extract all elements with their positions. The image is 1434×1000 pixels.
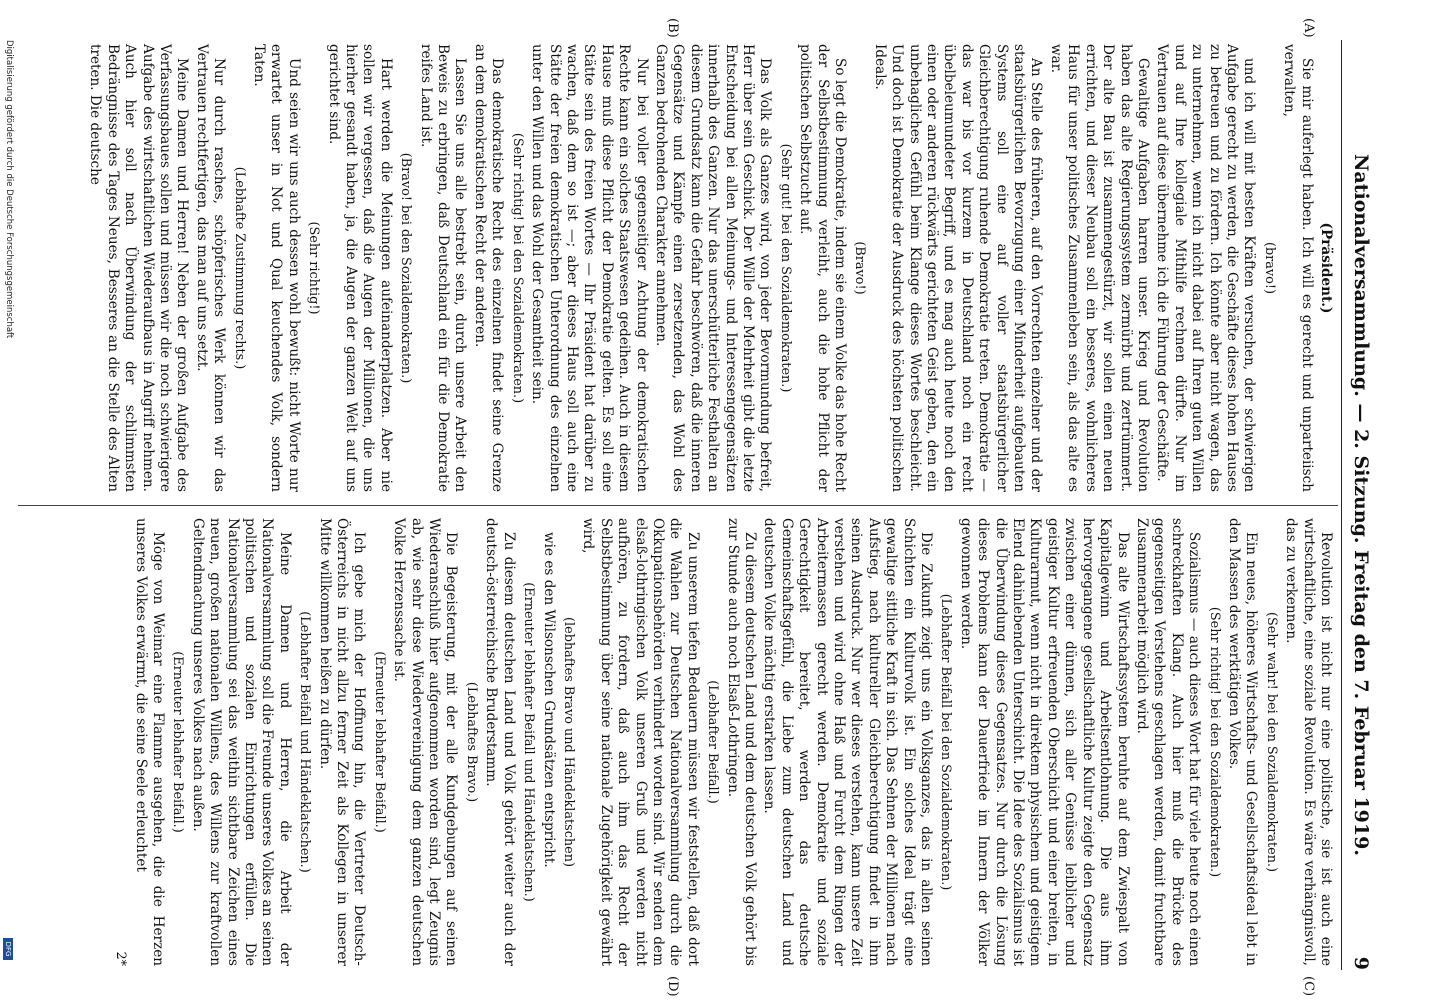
paragraph: An Stelle des früheren, auf den Vorrechten einzelner und der staatsbürgerlichen Bevorzugung einer Minderheit aufgebauten Systems soll eine auf voller staatsbürgerlicher Gleichberechtigung ruhende Demokratie treten. Demokratie — das war bis vor kurzem in Deutschland noch ein recht übelbeleumundeter Begriff, und es mag auch heute noch den einen oder anderen rückwärts gerichteten Geist geben, den ein unbehagliches Gefühl beim Klange dieses Wortes beschleicht. Und doch ist Demokratie der Ausdruck des höchsten politischen Ideals. — [871, 44, 1045, 492]
paragraph: Gewaltige Aufgaben harren unser. Krieg und Revolution haben das alte Regierungssystem zermürbt und zertrümmert. Der alte Bau ist zusammengestürzt, wir sollen einen neuen errichten, und dieser Neubau soll ein besseres, wohnlicheres Haus für unser politisches Zusammenleben sein, als das alte es war. — [1047, 44, 1151, 492]
speaker-label: (Präsident.) — [1318, 222, 1334, 314]
dfg-logo: DFG — [3, 938, 13, 960]
paragraph: Ein neues, höheres Wirtschafts- und Gesellschaftsideal lebt in den Massen des werktätigen Volkes. — [1225, 518, 1260, 966]
paragraph: Nur durch rasches, schöpferisches Werk können wir das Vertrauen rechtfertigen, das man auf uns setzt. — [193, 44, 228, 492]
interjection: (Erneuter lebhafter Beifall.) — [170, 651, 186, 833]
margin-marker-d: (D) — [665, 976, 680, 997]
interjection: (Bravo! bei den Sozialdemokraten.) — [398, 152, 414, 384]
paragraph: Ich gebe mich der Hoffnung hin, die Vertreter Deutsch-Österreichs in nicht allzu ferner Zeit als Kollegen in unserer Mitte willkommen heißen zu dürfen. — [316, 518, 368, 966]
interjection: (Sehr richtig! bei den Sozialdemokraten.) — [509, 132, 525, 404]
paragraph: Das alte Wirtschaftssystem beruhte auf dem Zwiespalt von Kapitalgewinn und Arbeitsentlohnung. Die aus ihm hervorgegangene gesellschaftliche Kultur zeigte den Gegensatz zwischen einer dünnen, sich aller Genüsse leiblicher und geistiger Kultur erfreuenden Oberschicht und einer breiten, in Kulturarmut, wenn nicht in direktem physischem und geistigem Elend dahinlebenden Unterschicht. Die Idee des Sozialismus ist die Überwindung dieses Gegensatzes. Nur durch die Lösung dieses Problems kann der Dauerfriede im Innern der Völker gewonnen werden. — [957, 518, 1131, 966]
paragraph: Das Volk als Ganzes wird, von jeder Bevormundung befreit, Herr über sein Geschick. Der Wille der Mehrheit gibt die letzte Entscheidung bei allen Meinungs- und Interessengegensätzen innerhalb des Ganzen. Nur das unerschütterliche Festhalten an diesem Grundsatz kann die Gefahr beschwören, daß die inneren Gegensätze und Kämpfe einen zersetzenden, das Wohl des Ganzen bedrohenden Charakter annehmen. — [652, 44, 774, 492]
interjection: (Sehr gut! bei den Sozialdemokraten.) — [777, 143, 793, 393]
paragraph: So legt die Demokratie, indem sie einem Volke das hohe Recht der Selbstbestimmung verleiht, auch die hohe Pflicht der politischen Selbstzucht auf. — [797, 44, 849, 492]
interjection: (Bravo!) — [852, 241, 868, 295]
paragraph: Zu unserem tiefen Bedauern müssen wir feststellen, daß dort die Wahlen zur Deutschen Nationalversammlung durch die Okkupationsbehörden verhindert worden sind. Wir senden dem elsaß-lothringischen Volk unseren Gruß und werden nicht aufhören, zu fordern, daß auch ihm das Recht der Selbstbestimmung über seine nationale Zugehörigkeit gewährt wird, — [580, 518, 701, 966]
interjection: (Sehr richtig! bei den Sozialdemokraten.) — [1206, 606, 1222, 878]
paragraph: Sie mir auferlegt haben. Ich will es gerecht und unparteiisch verwalten, — [1281, 44, 1315, 492]
page-number: 9 — [1350, 956, 1372, 970]
paragraph: 2* — [113, 951, 129, 966]
paragraph: Das demokratische Recht des einzelnen findet seine Grenze an dem demokratischen Recht der anderen. — [471, 44, 506, 492]
margin-marker-b: (B) — [665, 18, 680, 38]
margin-marker-a: (A) — [1301, 18, 1316, 38]
paragraph: Zu diesem deutschen Land und dem deutschen Volk gehört bis zur Stunde auch noch Elsaß-Lothringen. — [724, 518, 758, 966]
paragraph: Die Zukunft zeigt uns ein Volksganzes, das in allen seinen Schichten ein Kulturvolk ist. Ein solches Ideal trägt eine gewaltige sittliche Kraft in sich. Das Sehnen der Millionen nach Aufstieg, nach kultureller Gleichberechtigung findet in ihm seinen Ausdruck. Nur wer dieses verstehen, kann unsere Zeit verstehen und wird ohne Haß und Furcht dem Ringen der Arbeitermassen gerecht werden. Demokratie und soziale Gerechtigkeit bereitet, werden das deutsche Gemeinschaftsgefühl, die Liebe zum deutschen Land und deutschen Volke mächtig erstarken lassen. — [761, 518, 935, 966]
interjection: (Lebhaftes Bravo.) — [463, 681, 479, 803]
paragraph: Und seien wir uns auch dessen wohl bewußt: nicht Worte nur erwartet unser in Not und Qual keuchendes Volk, sondern Taten. — [251, 44, 302, 492]
digitization-credit: Digitalisierung gefördert durch die Deutsche Forschungsgemeinschaft — [4, 40, 14, 339]
header-rule — [1341, 40, 1342, 970]
interjection: (bravo!) — [1261, 242, 1277, 294]
interjection: (Sehr richtig!) — [306, 221, 322, 315]
running-title: Nationalversammlung. — 2. Sitzung. Freitag den 7. Februar 1919. — [1350, 154, 1372, 856]
paragraph: Hart werden die Meinungen aufeinanderplatzen. Aber nie sollen wir vergessen, daß die Augen der Millionen, die uns hierher gesandt haben, ja, die Augen der ganzen Welt auf uns gerichtet sind. — [325, 44, 394, 492]
interjection: (Lebhafter Beifall und Händeklatschen.) — [297, 611, 313, 873]
paragraph: Zu diesem deutschen Land und Volk gehört weiter auch der deutsch-österreichische Bruderstamm. — [483, 518, 517, 966]
interjection: (Lebhafter Beifall bei den Sozialdemokraten.) — [938, 593, 954, 891]
interjection: (Erneuter lebhafter Beifall.) — [371, 651, 387, 833]
paragraph: Möge von Weimar eine Flamme ausgehen, die die Herzen unseres Volkes erwärmt, die seine Seele erleuchtet — [132, 518, 166, 966]
paragraph: Meine Damen und Herren, die Arbeit der Nationalversammlung soll die Freunde unseres Volkes an seinen politischen und sozialen Einrichtungen erfüllen. Die Nationalversammlung sei das weithin sichtbare Zeichen eines neuen, großen nationalen Willens, des Willens zur kraftvollen Geltendmachung unseres Volkes nach außen. — [189, 518, 293, 966]
interjection: (Sehr wahr! bei den Sozialdemokraten.) — [1263, 611, 1279, 873]
interjection: (lebhaftes Bravo und Händeklatschen) — [560, 617, 576, 867]
paragraph: Die Begeisterung, mit der alle Kundgebungen auf seinen Wiederanschluß hier aufgenommen worden sind, legt Zeugnis ab, wie sehr diese Wiedervereinigung dem ganzen deutschen Volke Herzenssache ist. — [391, 518, 460, 966]
margin-marker-c: (C) — [1301, 976, 1316, 997]
paragraph: Revolution ist nicht nur eine politische, sie ist auch eine wirtschaftliche, eine soziale Revolution. Es wäre verhängnisvoll, das zu verkennen. — [1283, 518, 1334, 966]
interjection: (Lebhafter Beifall.) — [705, 680, 721, 804]
running-header — [1344, 40, 1372, 970]
paragraph: Meine Damen und Herren! Neben der großen Aufgabe des Verfassungsbaues sollen und müssen wir die noch schwierigere Aufgabe des wirtschaftlichen Wiederaufbaus in Angriff nehmen. Auch hier soll nach Überwindung der schlimmsten Bedrängnisse des Tages Neues, Besseres an die Stelle des Alten treten. Die deutsche — [87, 44, 191, 492]
interjection: (Erneuter lebhafter Beifall und Händeklatschen.) — [521, 582, 537, 902]
paragraph: wie es den Wilsonschen Grundsätzen entspricht. — [540, 532, 557, 868]
paragraph: Sozialismus — auch dieses Wort hat für viele heute noch einen schreckhaften Klang. Auch hier muß die Brücke des gegenseitigen Verstehens geschlagen werden, damit fruchtbare Zusammenarbeit möglich wird. — [1133, 518, 1203, 966]
interjection: (Lebhafte Zustimmung rechts.) — [231, 166, 247, 370]
paragraph: Lassen Sie uns alle bestrebt sein, durch unsere Arbeit den Beweis zu erbringen, daß Deutschland ein für die Demokratie reifes Land ist. — [417, 44, 469, 492]
paragraph: und ich will mit besten Kräften versuchen, der schwierigen Aufgabe gerecht zu werden, die Geschäfte dieses hohen Hauses zu betreuen und zu fördern. Ich könnte aber nicht wagen, das zu unternehmen, wenn ich nicht dabei auf Ihren guten Willen und auf Ihre kollegiale Mithilfe rechnen dürfte. Nur im Vertrauen auf diese übernehme ich die Führung der Geschäfte. — [1154, 44, 1258, 492]
column-separator — [18, 505, 1338, 506]
right-column — [109, 518, 1334, 966]
left-column — [84, 44, 1334, 492]
paragraph: Nur bei voller gegenseitiger Achtung der demokratischen Rechte kann ein solches Staatswesen gedeihen. Auch in diesem Hause muß diese Pflicht der Demokratie gelten. Es soll eine Stätte sein des freien Wortes — Ihr Präsident hat darüber zu wachen, daß dem so ist —; aber dieses Haus soll auch eine Stätte der freien demokratischen Unterordnung des einzelnen unter den Willen und das Wohl der Gesamtheit sein. — [529, 44, 650, 492]
